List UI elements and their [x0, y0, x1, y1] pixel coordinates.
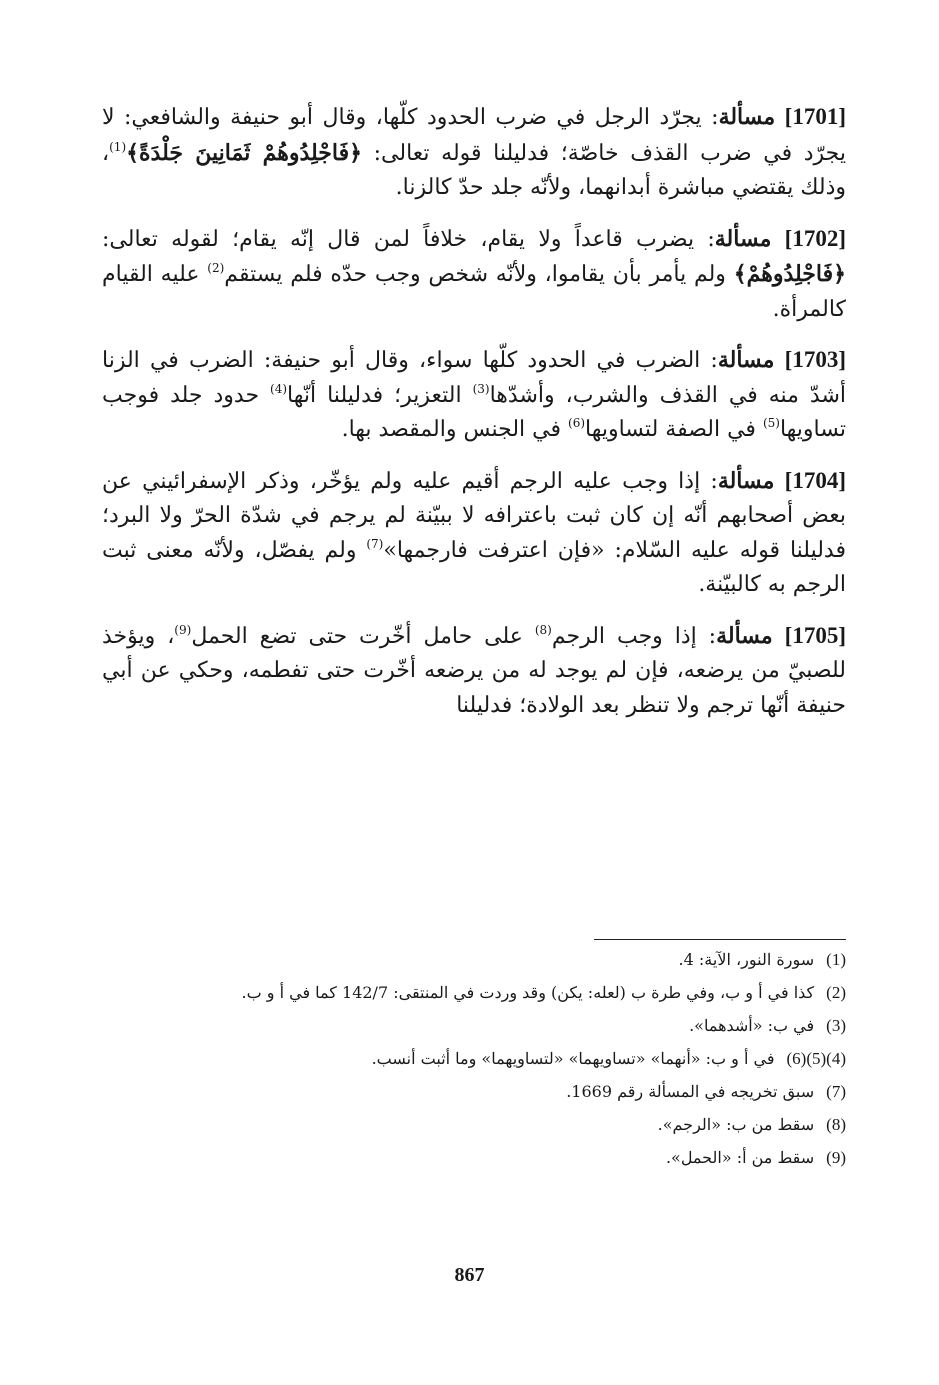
footnote-number: (7) [826, 1082, 846, 1101]
issue-number: [1703] [784, 347, 846, 372]
footnote-divider [594, 939, 846, 940]
paragraph-text: التعزير؛ فدليلنا أنّها [287, 382, 473, 408]
footnote-number: (2) [826, 983, 846, 1002]
paragraph-text: : الضرب في الحدود كلّها سواء، وقال أبو حنيفة: الضرب في الزنا أشدّ منه في القذف والشرب، وأشدّها [102, 348, 847, 408]
issue-number: [1701] [784, 104, 847, 129]
footnote-number: (8) [826, 1115, 846, 1134]
paragraph-text: : يجرّد الرجل في ضرب الحدود كلّها، وقال أبو حنيفة والشافعي: لا يجرّد في ضرب القذف خاصّة؛ فدليلنا قوله تعالى: [102, 105, 846, 166]
footnote-ref: (1) [109, 139, 127, 154]
footnote [102, 1080, 846, 1103]
footnote-text: سورة النور، الآية: 4. [678, 950, 815, 969]
paragraph-text: عليه القيام كالمرأة. [102, 262, 846, 322]
footnote-number: (9) [826, 1148, 846, 1167]
issue-number: [1702] [784, 225, 847, 251]
paragraph-text: : يضرب قاعداً ولا يقام، خلافاً لمن قال إنّه يقام؛ لقوله تعالى: [102, 226, 715, 252]
issue-number: [1705] [784, 622, 846, 648]
footnote-text: سقط من ب: «الرجم». [657, 1115, 815, 1134]
footnote-ref: (4) [270, 381, 288, 396]
issue-keyword: مسألة [718, 104, 776, 130]
paragraph-text: ، ويؤخذ للصبيّ من يرضعه، فإن لم يوجد له من يرضعه أخّرت حتى تفطمه، وحكي عن أبي حنيفة أنّها ترجم ولا تنظر بعد الولادة؛ فدليلنا [102, 623, 846, 718]
footnote-text: في ب: «أشدهما». [689, 1016, 815, 1035]
footnote [102, 1047, 846, 1070]
paragraph-text: ، وذلك يقتضي مباشرة أبدانهما، ولأنّه جلد حدّ كالزنا. [102, 140, 846, 200]
quran-quote: ﴿فَاجْلِدُوهُمْ﴾ [733, 261, 846, 287]
main-text [102, 100, 846, 739]
footnote-number: (3) [826, 1016, 846, 1035]
footnotes [102, 948, 846, 1179]
footnote-text: كذا في أ و ب، وفي طرة ب (لعله: يكن) وقد وردت في المنتقى: 142/7 كما في أ و ب. [241, 983, 815, 1002]
paragraph-text: حدود جلد فوجب تساويها [102, 382, 846, 442]
paragraph-text: على حامل أخّرت حتى تضع الحمل [191, 623, 535, 649]
footnote [102, 981, 846, 1004]
issue-paragraph [102, 619, 846, 724]
paragraph-text: : إذا وجب الرجم [551, 623, 717, 649]
issue-keyword: مسألة [717, 347, 775, 373]
issue-keyword: مسألة [714, 225, 772, 252]
issue-paragraph [102, 100, 846, 206]
issue-paragraph [102, 222, 846, 328]
footnote-ref: (5) [762, 416, 780, 430]
footnote-ref: (3) [472, 381, 490, 396]
quran-quote: ﴿فَاجْلِدُوهُمْ ثَمَانِينَ جَلْدَةً﴾ [126, 139, 363, 166]
issue-paragraph [102, 464, 846, 603]
footnote-ref: (6) [568, 416, 586, 430]
footnote [102, 1014, 846, 1037]
paragraph-text: في الصفة لتساويها [585, 417, 763, 442]
footnote-number: (4)(5)(6) [786, 1049, 846, 1068]
issue-number: [1704] [784, 467, 846, 493]
footnote-text: سبق تخريجه في المسألة رقم 1669. [566, 1082, 815, 1101]
page-number: 867 [454, 1264, 485, 1286]
paragraph-text: : إذا وجب عليه الرجم أقيم عليه ولم يؤخّر، وذكر الإسفرائيني عن بعض أصحابهم أنّه إن كان ثبت باعترافه لا ببيّنة لم يرجم في شدّة الحرّ ولا البرد؛ فدليلنا قوله عليه السّلام: «فإن اعترفت فارجمها» [102, 468, 846, 563]
issue-keyword: مسألة [717, 467, 775, 494]
footnote [102, 1146, 846, 1169]
issue-keyword: مسألة [716, 622, 773, 649]
footnote-ref: (9) [174, 622, 192, 637]
paragraph-text: في الجنس والمقصد بها. [341, 417, 568, 442]
footnote-ref: (2) [207, 261, 225, 275]
footnote-ref: (8) [534, 622, 552, 637]
footnote-text: في أ و ب: «أنهما» «تساويهما» «لتساويهما» وما أثبت أنسب. [371, 1049, 775, 1068]
footnote-text: سقط من أ: «الحمل». [665, 1148, 815, 1167]
issue-paragraph [102, 343, 846, 448]
footnote [102, 1113, 846, 1136]
footnote-number: (1) [826, 950, 846, 969]
footnote [102, 948, 846, 971]
paragraph-text: ولم يفصّل، ولأنّه معنى ثبت الرجم به كالبيّنة. [102, 537, 846, 597]
footnote-ref: (7) [366, 536, 384, 551]
paragraph-text: ولم يأمر بأن يقاموا، ولأنّه شخص وجب حدّه فلم يستقم [224, 262, 734, 287]
